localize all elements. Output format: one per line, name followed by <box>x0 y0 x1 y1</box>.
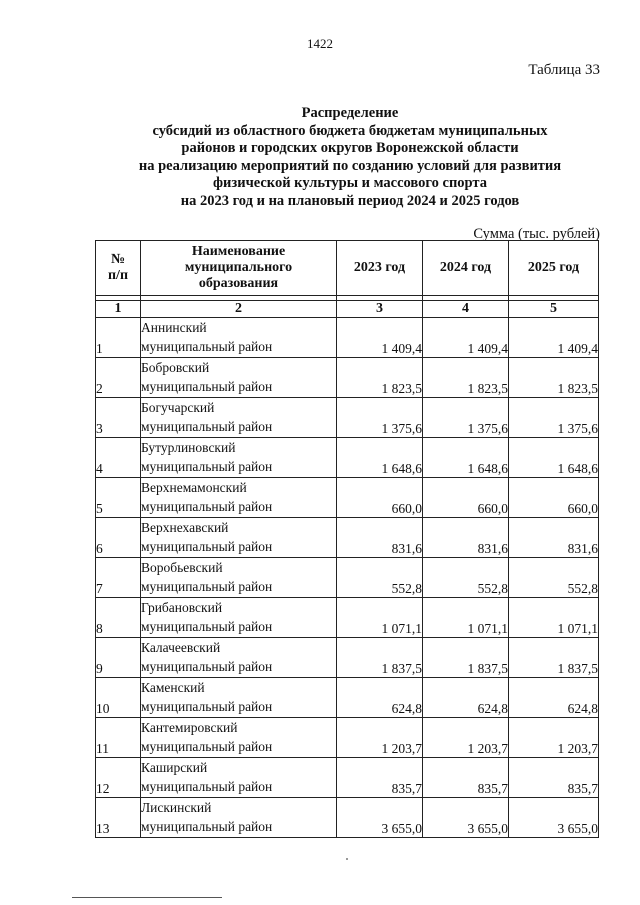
value-2025: 1 648,6 <box>509 438 599 478</box>
value-2023: 1 375,6 <box>337 398 423 438</box>
row-number: 8 <box>96 598 141 638</box>
municipality-type-line: муниципальный район <box>141 699 273 714</box>
table-row <box>96 598 599 638</box>
value-2024: 660,0 <box>423 478 509 518</box>
row-number: 5 <box>96 478 141 518</box>
value-2023: 660,0 <box>337 478 423 518</box>
municipality-name-line: Верхнемамонский <box>141 480 247 495</box>
municipality-name-line: Воробьевский <box>141 560 223 575</box>
table-row <box>96 758 599 798</box>
row-number: 9 <box>96 638 141 678</box>
column-number: 5 <box>509 301 599 318</box>
municipality-name <box>141 558 337 598</box>
header-2023: 2023 год <box>337 241 423 296</box>
municipality-name-line: Богучарский <box>141 400 215 415</box>
document-title <box>60 105 640 210</box>
value-2025: 1 823,5 <box>509 358 599 398</box>
header-name <box>141 241 337 296</box>
value-2023: 831,6 <box>337 518 423 558</box>
municipality-name-line: Верхнехавский <box>141 520 229 535</box>
row-number: 2 <box>96 358 141 398</box>
value-2025: 1 203,7 <box>509 718 599 758</box>
municipality-type-line: муниципальный район <box>141 499 273 514</box>
header-num-line: № <box>110 252 126 267</box>
table-row <box>96 438 599 478</box>
municipality-type-line: муниципальный район <box>141 739 273 754</box>
value-2024: 1 375,6 <box>423 398 509 438</box>
value-2025: 835,7 <box>509 758 599 798</box>
value-2025: 3 655,0 <box>509 798 599 838</box>
value-2025: 1 409,4 <box>509 318 599 358</box>
municipality-name <box>141 638 337 678</box>
municipality-type-line: муниципальный район <box>141 579 273 594</box>
table-row <box>96 478 599 518</box>
value-2024: 552,8 <box>423 558 509 598</box>
header-2025: 2025 год <box>509 241 599 296</box>
municipality-name <box>141 598 337 638</box>
municipality-name <box>141 398 337 438</box>
municipality-name <box>141 798 337 838</box>
municipality-name <box>141 718 337 758</box>
municipality-name-line: Калачеевский <box>141 640 221 655</box>
value-2024: 831,6 <box>423 518 509 558</box>
row-number: 3 <box>96 398 141 438</box>
value-2025: 1 071,1 <box>509 598 599 638</box>
header-name-line: образования <box>198 276 279 291</box>
municipality-type-line: муниципальный район <box>141 539 273 554</box>
value-2024: 1 648,6 <box>423 438 509 478</box>
value-2024: 624,8 <box>423 678 509 718</box>
value-2024: 1 409,4 <box>423 318 509 358</box>
value-2025: 552,8 <box>509 558 599 598</box>
value-2023: 1 648,6 <box>337 438 423 478</box>
value-2023: 835,7 <box>337 758 423 798</box>
value-2025: 1 375,6 <box>509 398 599 438</box>
column-number-row <box>96 301 599 318</box>
title-line: субсидий из областного бюджета бюджетам муниципальных <box>152 122 548 139</box>
value-2024: 1 071,1 <box>423 598 509 638</box>
table-header-row <box>96 241 599 296</box>
units-label: Сумма (тыс. рублей) <box>473 226 600 242</box>
value-2023: 1 837,5 <box>337 638 423 678</box>
municipality-name <box>141 438 337 478</box>
value-2023: 1 823,5 <box>337 358 423 398</box>
municipality-name <box>141 478 337 518</box>
value-2024: 1 203,7 <box>423 718 509 758</box>
value-2025: 1 837,5 <box>509 638 599 678</box>
value-2023: 3 655,0 <box>337 798 423 838</box>
municipality-name <box>141 758 337 798</box>
value-2023: 1 203,7 <box>337 718 423 758</box>
value-2024: 835,7 <box>423 758 509 798</box>
value-2024: 1 823,5 <box>423 358 509 398</box>
municipality-name <box>141 318 337 358</box>
table-row <box>96 358 599 398</box>
table-row <box>96 518 599 558</box>
row-number: 13 <box>96 798 141 838</box>
municipality-name-line: Каширский <box>141 760 208 775</box>
municipality-name <box>141 358 337 398</box>
value-2025: 660,0 <box>509 478 599 518</box>
value-2023: 624,8 <box>337 678 423 718</box>
row-number: 10 <box>96 678 141 718</box>
table-row <box>96 558 599 598</box>
header-name-line: муниципального <box>184 260 293 275</box>
row-number: 12 <box>96 758 141 798</box>
municipality-name <box>141 678 337 718</box>
table-label: Таблица 33 <box>528 62 600 78</box>
municipality-type-line: муниципальный район <box>141 459 273 474</box>
municipality-type-line: муниципальный район <box>141 659 273 674</box>
column-number: 3 <box>337 301 423 318</box>
table-row <box>96 798 599 838</box>
header-num <box>96 241 141 296</box>
table-body <box>96 318 599 838</box>
title-line: Распределение <box>301 105 399 121</box>
value-2025: 624,8 <box>509 678 599 718</box>
table-row <box>96 638 599 678</box>
table-row <box>96 678 599 718</box>
row-number: 6 <box>96 518 141 558</box>
title-line: физической культуры и массового спорта <box>213 175 487 191</box>
subsidy-table <box>95 240 599 838</box>
row-number: 11 <box>96 718 141 758</box>
column-number: 1 <box>96 301 141 318</box>
table-row <box>96 318 599 358</box>
footnote-rule <box>72 897 222 898</box>
municipality-name-line: Лискинский <box>141 800 212 815</box>
municipality-name-line: Аннинский <box>141 320 207 335</box>
municipality-name-line: Бутурлиновский <box>141 440 236 455</box>
municipality-name <box>141 518 337 558</box>
municipality-type-line: муниципальный район <box>141 819 273 834</box>
municipality-type-line: муниципальный район <box>141 779 273 794</box>
municipality-type-line: муниципальный район <box>141 419 273 434</box>
municipality-name-line: Кантемировский <box>141 720 238 735</box>
value-2025: 831,6 <box>509 518 599 558</box>
row-number: 7 <box>96 558 141 598</box>
municipality-type-line: муниципальный район <box>141 339 273 354</box>
value-2024: 1 837,5 <box>423 638 509 678</box>
page-number: 1422 <box>307 36 333 51</box>
municipality-type-line: муниципальный район <box>141 379 273 394</box>
value-2023: 1 071,1 <box>337 598 423 638</box>
header-num-line: п/п <box>107 268 129 283</box>
title-line: на 2023 год и на плановый период 2024 и 2025 годов <box>180 192 520 209</box>
municipality-name-line: Грибановский <box>141 600 223 615</box>
value-2023: 1 409,4 <box>337 318 423 358</box>
municipality-name-line: Бобровский <box>141 360 210 375</box>
scan-speck <box>346 858 348 860</box>
title-line: районов и городских округов Воронежской области <box>181 140 519 156</box>
title-line: на реализацию мероприятий по созданию условий для развития <box>138 157 562 174</box>
municipality-name-line: Каменский <box>141 680 205 695</box>
municipality-type-line: муниципальный район <box>141 619 273 634</box>
column-number: 2 <box>141 301 337 318</box>
value-2024: 3 655,0 <box>423 798 509 838</box>
value-2023: 552,8 <box>337 558 423 598</box>
row-number: 1 <box>96 318 141 358</box>
header-2024: 2024 год <box>423 241 509 296</box>
row-number: 4 <box>96 438 141 478</box>
column-number: 4 <box>423 301 509 318</box>
table-row <box>96 398 599 438</box>
table-row <box>96 718 599 758</box>
header-name-line: Наименование <box>191 244 286 259</box>
